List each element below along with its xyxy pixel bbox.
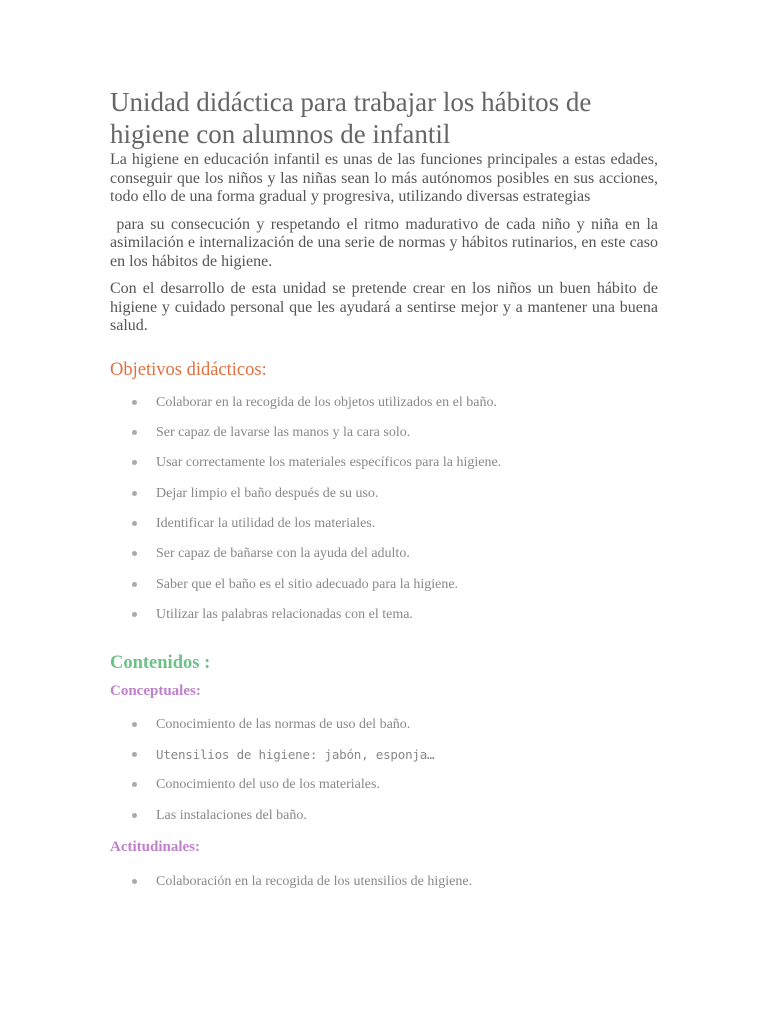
contenidos-heading: Contenidos : (110, 652, 211, 673)
bullet-icon (132, 582, 137, 587)
list-item: Usar correctamente los materiales específicos para la higiene. (110, 454, 658, 484)
document-page (110, 86, 663, 904)
intro-paragraph-1: La higiene en educación infantil es unas de las funciones principales a estas edades, conseguir que los niños y las niñas sean lo más autónomos posibles en sus acciones, todo ello de una forma gradual y progresiva, utilizando diversas estrategias (110, 151, 658, 205)
intro-paragraph-3: Con el desarrollo de esta unidad se pretende crear en los niños un buen hábito de higiene y cuidado personal que les ayudará a sentirse mejor y a mantener una buena salud. (110, 280, 658, 334)
bullet-icon (132, 460, 137, 465)
objetivos-list (110, 394, 658, 637)
list-item: Ser capaz de lavarse las manos y la cara solo. (110, 424, 658, 454)
bullet-icon (132, 430, 137, 435)
bullet-icon (132, 879, 137, 884)
bullet-icon (132, 722, 137, 727)
bullet-icon (132, 491, 137, 496)
conceptuales-list (110, 716, 658, 838)
bullet-icon (132, 551, 137, 556)
list-item: Conocimiento del uso de los materiales. (110, 776, 658, 806)
list-item: Utilizar las palabras relacionadas con el tema. (110, 606, 658, 636)
document-title: Unidad didáctica para trabajar los hábitos de higiene con alumnos de infantil (110, 87, 592, 149)
intro-paragraph-2: para su consecución y respetando el ritmo madurativo de cada niño y niña en la asimilación e internalización de una serie de normas y hábitos rutinarios, en este caso en los hábitos de higiene. (110, 215, 663, 270)
conceptuales-heading: Conceptuales: (110, 682, 201, 699)
bullet-icon (132, 782, 137, 787)
actitudinales-heading: Actitudinales: (110, 839, 200, 856)
objetivos-heading: Objetivos didácticos: (110, 359, 267, 380)
list-item: Las instalaciones del baño. (110, 807, 658, 837)
bullet-icon (132, 400, 137, 405)
actitudinales-list (110, 873, 658, 903)
list-item: Identificar la utilidad de los materiales. (110, 515, 658, 545)
bullet-icon (132, 521, 137, 526)
list-item: Saber que el baño es el sitio adecuado para la higiene. (110, 576, 658, 606)
list-item: Conocimiento de las normas de uso del baño. (110, 716, 658, 746)
bullet-icon (132, 813, 137, 818)
bullet-icon (132, 752, 137, 757)
list-item: Ser capaz de bañarse con la ayuda del adulto. (110, 545, 658, 575)
list-item: Dejar limpio el baño después de su uso. (110, 485, 658, 515)
list-item: Utensilios de higiene: jabón, esponja… (110, 746, 658, 776)
bullet-icon (132, 612, 137, 617)
list-item: Colaborar en la recogida de los objetos utilizados en el baño. (110, 394, 658, 424)
list-item: Colaboración en la recogida de los utensilios de higiene. (110, 873, 658, 903)
